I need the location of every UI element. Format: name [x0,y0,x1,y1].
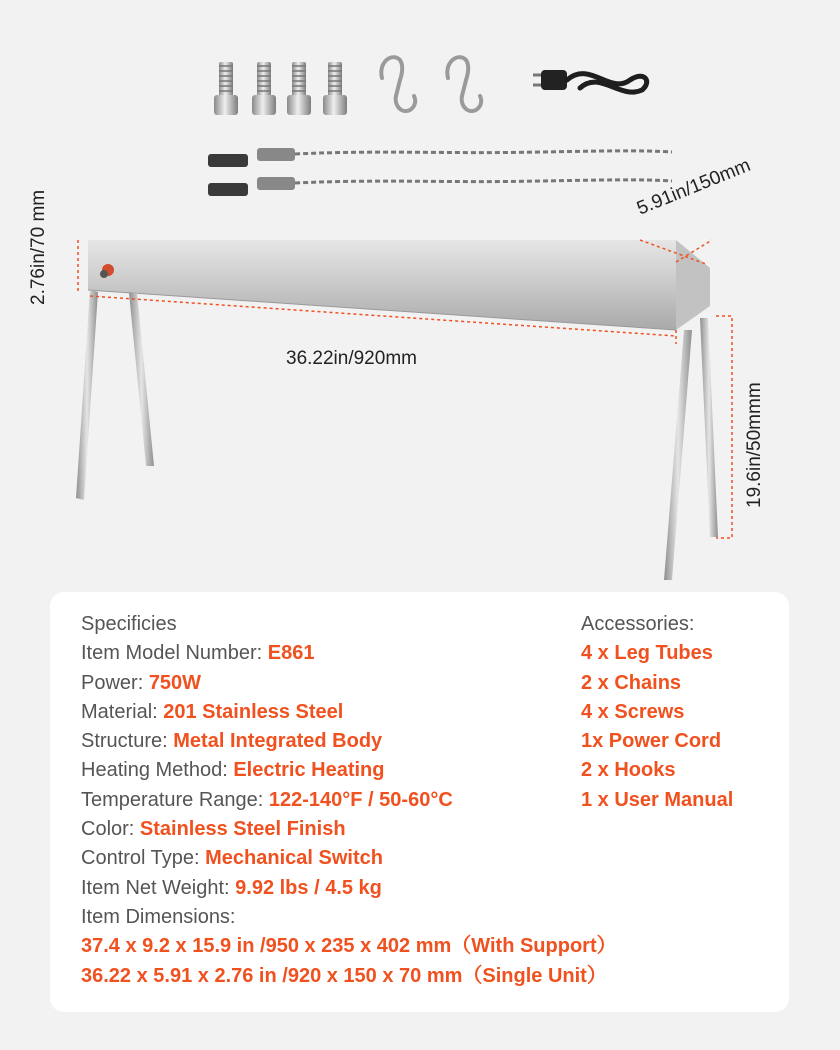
screws-icon [214,62,347,115]
accessory-item: 4 x Leg Tubes [581,642,713,665]
leg-tubes [76,290,718,580]
accessories-column [581,610,733,815]
spec-value: Electric Heating [233,759,385,782]
width-dimension-label: 5.91in/150mm [634,154,754,220]
accessory-item: 1 x User Manual [581,788,734,811]
spec-label: Item Model Number: [81,642,268,665]
spec-label: Structure: [81,730,174,753]
spec-row-color [81,815,617,844]
spec-label: Power: [81,671,149,694]
spec-label: Item Net Weight: [81,876,236,899]
spec-value: 122-140°F / 50-60°C [268,788,453,811]
accessory-item: 2 x Chains [581,671,682,694]
spec-label: Color: [81,818,140,841]
spec-value: Mechanical Switch [205,847,383,870]
accessory-item: 2 x Hooks [581,759,676,782]
spec-label: Material: [81,700,164,723]
food-warmer-body [88,240,710,330]
chains-icon [208,148,672,196]
spec-row-net-weight [81,874,617,903]
spec-row-material [81,698,617,727]
spec-row-model [81,639,617,668]
height-dimension-label: 2.76in/70 mm [28,189,49,305]
spec-row-power [81,669,617,698]
spec-row-temperature-range [81,786,617,815]
specifications-card [50,592,789,1012]
spec-value: 9.92 lbs / 4.5 kg [235,876,382,899]
spec-row-control-type [81,844,617,873]
spec-value: Stainless Steel Finish [139,818,346,841]
specifications-column [81,610,617,991]
item-dimensions-label: Item Dimensions: [81,905,236,928]
dimension-single-unit: 36.22 x 5.91 x 2.76 in /920 x 150 x 70 mm（Single Unit） [81,964,607,987]
spec-row-heating-method [81,756,617,785]
spec-value: 201 Stainless Steel [163,700,344,723]
spec-value: 750W [148,671,202,694]
spec-label: Control Type: [81,847,206,870]
spec-label: Heating Method: [81,759,234,782]
hooks-icon [381,57,481,111]
specifications-heading: Specificies [81,613,177,635]
accessories-heading: Accessories: [581,613,695,635]
power-cord-icon [533,70,647,92]
leg-height-dimension-label: 19.6in/50mmm [744,382,765,508]
spec-value: Metal Integrated Body [173,730,383,753]
spec-row-structure [81,727,617,756]
spec-label: Temperature Range: [81,788,269,811]
accessory-item: 4 x Screws [581,700,685,723]
dimension-with-support: 37.4 x 9.2 x 15.9 in /950 x 235 x 402 mm（With Support） [81,935,617,958]
length-dimension-label: 36.22in/920mm [286,348,417,369]
accessory-item: 1x Power Cord [581,730,722,753]
spec-value: E861 [267,642,315,665]
